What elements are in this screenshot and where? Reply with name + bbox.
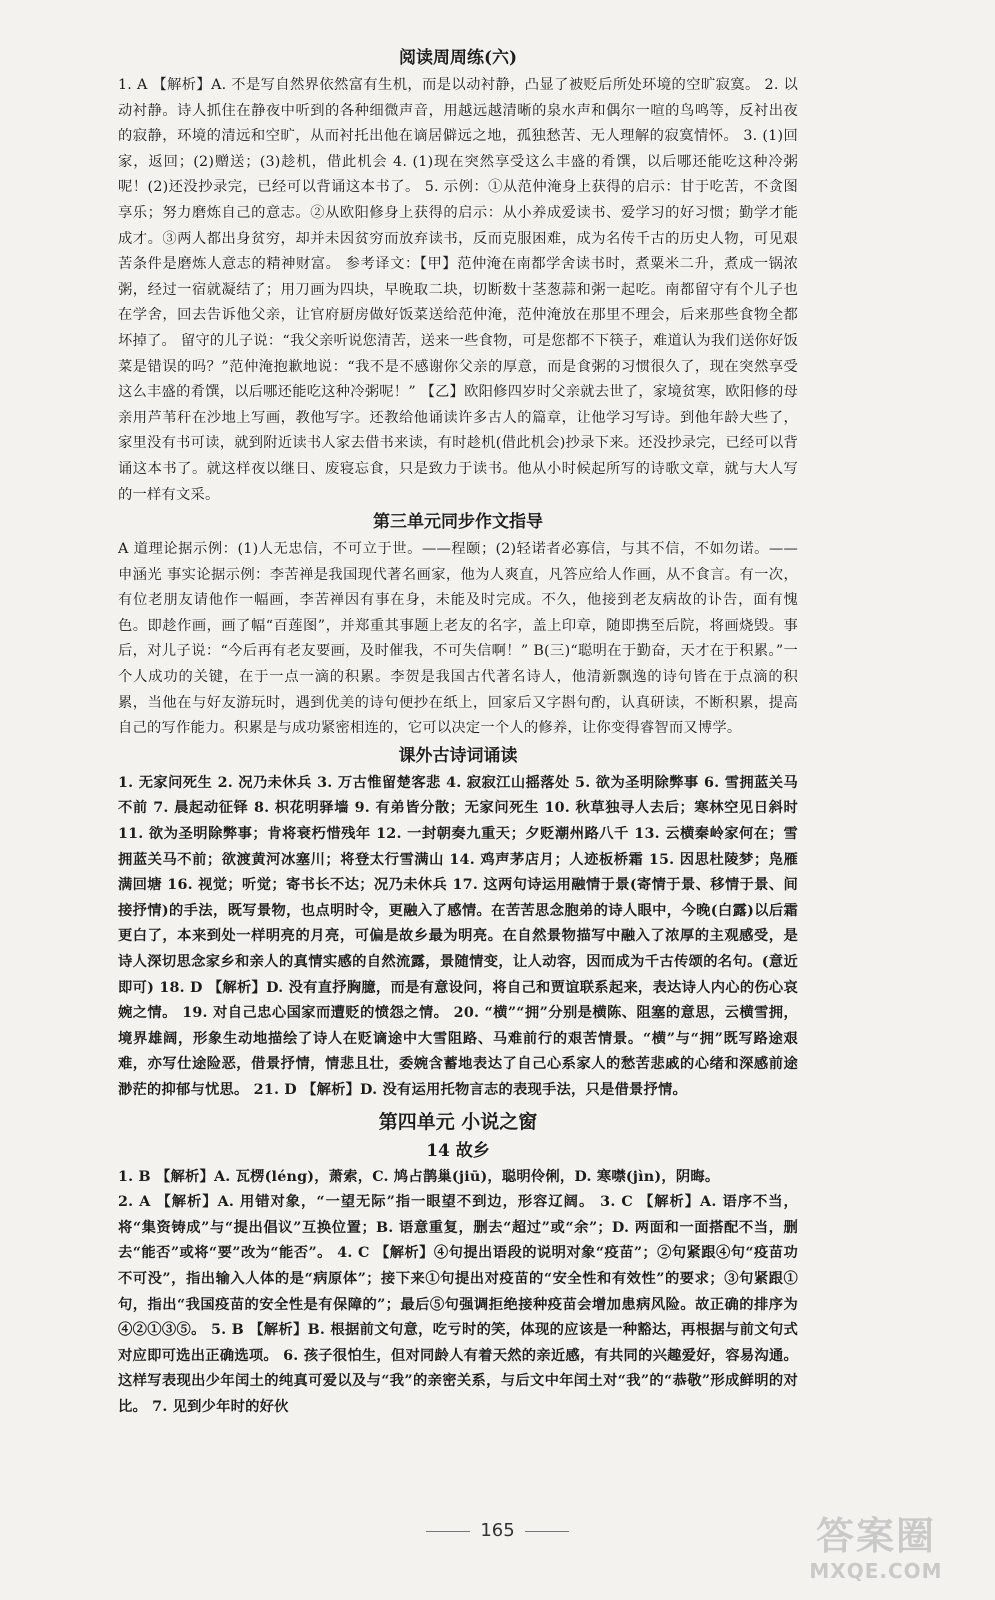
answer-paragraph: 1. 无家问死生 2. 况乃未休兵 3. 万古惟留楚客悲 4. 寂寂江山摇落处 5. 欲为圣明除弊事 6. 雪拥蓝关马不前 7. 晨起动征铎 8. 枳花明驿墙 9. 有弟皆分散；无家问死生 10. 秋草独寻人去后；寒林空见日斜时 11. 欲为圣明除弊事；肯将衰朽惜残年 12. 一封朝奏九重天；夕贬潮州路八千 13. 云横秦岭家何在；雪拥蓝关马不前；欲渡黄河冰塞川；将登太行雪满山 14. 鸡声茅店月；人迹板桥霜 15. 因思杜陵梦；凫雁满回塘 16. 视觉；听觉；寄书长不达；况乃未休兵 17. 这两句诗运用融情于景(寄情于景、移情于景、间接抒情)的手法，既写景物，也点明时令，更融入了感情。在苦苦思念胞弟的诗人眼中，今晚(白露)以后霜更白了，本来到处一样明亮的月亮，可偏是故乡最为明亮。在自然景物描写中融入了浓厚的主观感受，是诗人深切思念家乡和亲人的真情实感的自然流露，景随情变，让人动容，因而成为千古传颂的名句。(意近即可) 18. D 【解析】D. 没有直抒胸臆，而是有意设问，将自己和贾谊联系起来，表达诗人内心的伤心哀婉之情。 19. 对自己忠心国家而遭贬的愤怨之情。 20. “横”“拥”分别是横陈、阻塞的意思，云横雪拥，境界雄阔，形象生动地描绘了诗人在贬谪途中大雪阻路、马难前行的艰苦情景。“横”与“拥”既写路途艰难，亦写仕途险恶，借景抒情，情悲且壮，委婉含蓄地表达了自己心系家人的愁苦悲戚的心绪和深感前途渺茫的抑郁与忧思。 21. D 【解析】D. 没有运用托物言志的表现手法，只是借景抒情。 — [118, 774, 798, 1098]
watermark-url: MXQE.COM — [809, 1559, 943, 1583]
answer-page — [118, 44, 798, 1421]
section-heading: 第三单元同步作文指导 — [373, 512, 543, 533]
page-number-rule-left — [426, 1531, 470, 1532]
section-reading-weekly — [118, 46, 798, 508]
answer-paragraph: A 道理论据示例：(1)人无忠信，不可立于世。——程颐；(2)轻诺者必寡信，与其不信，不如勿诺。——申涵光 事实论据示例：李苦禅是我国现代著名画家，他为人爽直，凡答应给人作画，从不食言。有一次，有位老朋友请他作一幅画，李苦禅因有事在身，未能及时完成。不久，他接到老友病故的讣告，面有愧色。即趁作画，画了幅“百莲图”，并郑重其事题上老友的名字，盖上印章，随即携至后院，将画烧毁。事后，对儿子说：“今后再有老友要画，及时催我，不可失信啊！” B(三)“聪明在于勤奋，天才在于积累。”一个人成功的关键，在于一点一滴的积累。李贺是我国古代著名诗人，他清新飘逸的诗句皆在于点滴的积累，当他在与好友游玩时，遇到优美的诗句便抄在纸上，回家后又字斟句酌，认真研读，不断积累，提高自己的写作能力。积累是与成功紧密相连的，它可以决定一个人的修养，让你变得睿智而又博学。 — [118, 541, 798, 737]
section-unit-four — [118, 1108, 798, 1421]
watermark-brand: 答案圈 — [815, 1514, 936, 1558]
unit-heading: 第四单元 小说之窗 — [378, 1110, 538, 1133]
answer-paragraph: 2. A 【解析】A. 用错对象，“一望无际”指一眼望不到边，形容辽阔。 3. C 【解析】A. 语序不当，将“集资铸成”与“提出倡议”互换位置；B. 语意重复，删去“超过”或“余”；D. 两面和一面搭配不当，删去“能否”或将“要”改为“能否”。 4. C 【解析】④句提出语段的说明对象“疫苗”；②句紧跟④句“疫苗功不可没”，指出输入人体的是“病原体”；接下来①句提出对疫苗的“安全性和有效性”的要求；③句紧跟①句，指出“我国疫苗的安全性是有保障的”；最后⑤句强调拒绝接种疫苗会增加患病风险。故正确的排序为④②①③⑤。 5. B 【解析】B. 根据前文句意，吃亏时的笑，体现的应该是一种豁达，再根据与前文句式对应即可选出正确选项。 6. 孩子很怕生，但对同龄人有着天然的亲近感，有共同的兴趣爱好，容易沟通。这样写表现出少年闰土的纯真可爱以及与“我”的亲密关系，与后文中年闰土对“我”的“恭敬”形成鲜明的对比。 7. 见到少年时的好伙 — [118, 1194, 798, 1415]
section-heading: 阅读周周练(六) — [398, 48, 518, 68]
lesson-heading: 14 故乡 — [426, 1140, 490, 1161]
page-number-rule-right — [525, 1531, 569, 1532]
answer-paragraph: 1. B 【解析】A. 瓦楞(léng)，萧索，C. 鸠占鹊巢(jiū)，聪明伶俐，D. 寒噤(jìn)，阴晦。 — [118, 1168, 720, 1185]
watermark-logo — [771, 1514, 981, 1592]
page-number-text: 165 — [480, 1520, 515, 1541]
answer-paragraph: 1. A 【解析】A. 不是写自然界依然富有生机，而是以动衬静，凸显了被贬后所处环境的空旷寂寞。 2. 以动衬静。诗人抓住在静夜中听到的各种细微声音，用越远越清晰的泉水声和偶尔一喧的鸟鸣等，反衬出夜的寂静，环境的清远和空旷，从而衬托出他在谪居僻远之地，孤独愁苦、无人理解的寂寞情怀。 3. (1)回家，返回；(2)赠送；(3)趁机，借此机会 4. (1)现在突然享受这么丰盛的肴馔，以后哪还能吃这种冷粥呢！(2)还没抄录完，已经可以背诵这本书了。 5. 示例：①从范仲淹身上获得的启示：甘于吃苦，不贪图享乐；努力磨炼自己的意志。②从欧阳修身上获得的启示：从小养成爱读书、爱学习的好习惯；勤学才能成才。③两人都出身贫穷，却并未因贫穷而放弃读书，反而克服困难，成为名传千古的历史人物，可见艰苦条件是磨炼人意志的精神财富。 参考译文：【甲】范仲淹在南都学舍读书时，煮粟米二升，煮成一锅浓粥，经过一宿就凝结了；用刀画为四块，早晚取二块，切断数十茎葱蒜和粥一起吃。南都留守有个儿子也在学舍，回去告诉他父亲，让官府厨房做好饭菜送给范仲淹，范仲淹放在那里不理会，后来那些食物全都坏掉了。 留守的儿子说：“我父亲听说您清苦，送来一些食物，可是您都不下筷子，难道认为我们送你好饭菜是错误的吗？”范仲淹抱歉地说：“我不是不感谢你父亲的厚意，而是食粥的习惯很久了，现在突然享受这么丰盛的肴馔，以后哪还能吃这种冷粥呢！” 【乙】欧阳修四岁时父亲就去世了，家境贫寒，欧阳修的母亲用芦苇秆在沙地上写画，教他写字。还教给他诵读许多古人的篇章，让他学习写诗。到他年龄大些了，家里没有书可读，就到附近读书人家去借书来读，有时趁机(借此机会)抄录下来。还没抄录完，已经可以背诵这本书了。就这样夜以继日、废寝忘食，只是致力于读书。他从小时候起所写的诗歌文章，就与大人写的一样有文采。 — [118, 77, 798, 503]
section-writing-guide — [118, 510, 798, 742]
section-classical-poetry — [118, 744, 798, 1104]
section-heading: 课外古诗词诵读 — [398, 745, 518, 766]
